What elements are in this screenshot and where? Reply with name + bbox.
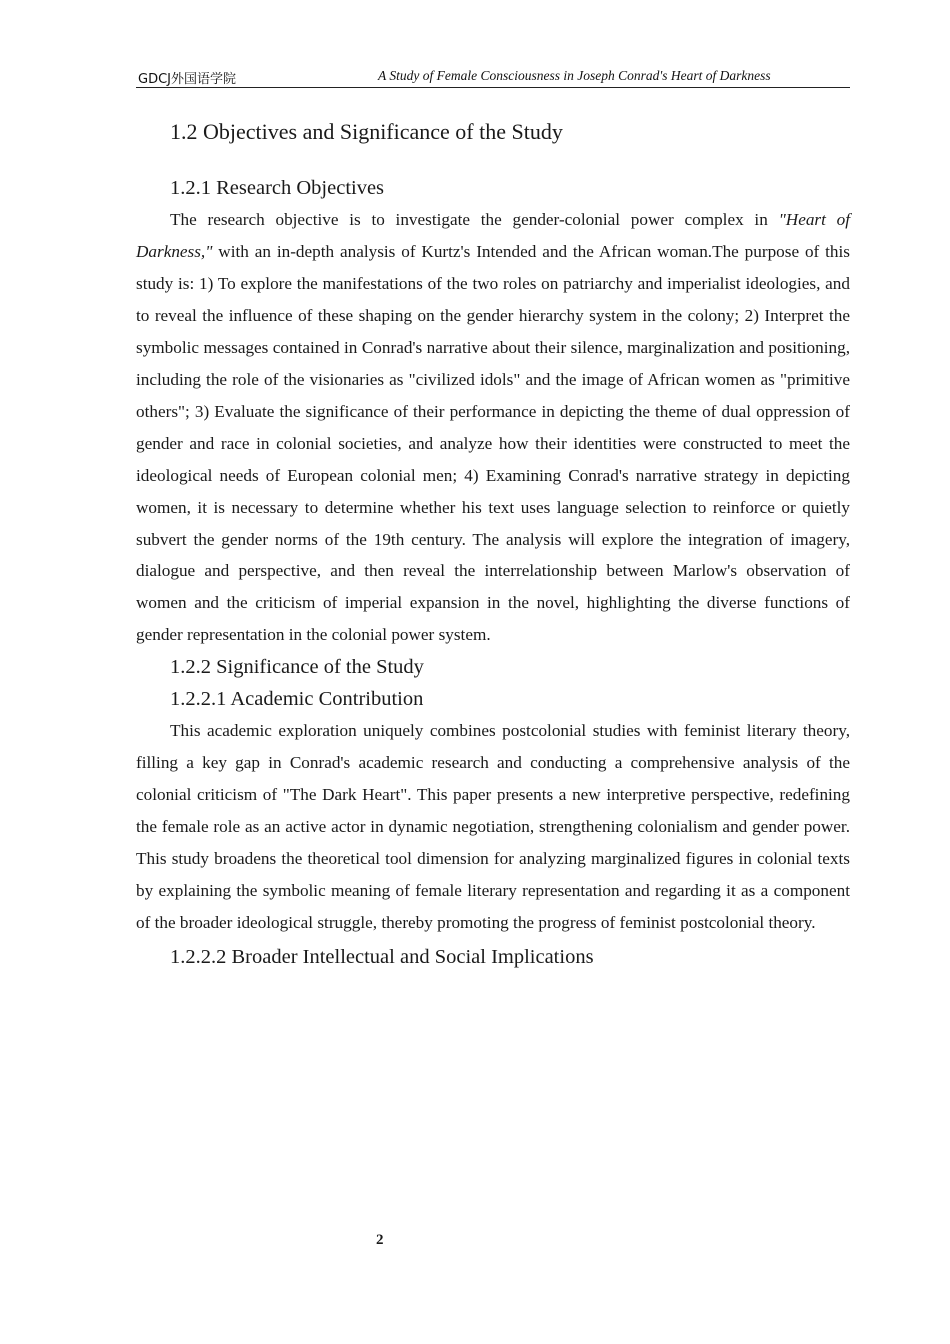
objectives-intro: The research objective is to investigate the gender-colonial power complex in — [170, 210, 779, 229]
academic-contribution-heading: 1.2.2.1 Academic Contribution — [170, 688, 424, 711]
header-institution: GDCJ外国语学院 — [138, 72, 236, 87]
academic-contribution-paragraph: This academic exploration uniquely combines postcolonial studies with feminist literary theory, filling a key gap in Conrad's academic research and conducting a comprehensive analysis of the colonial criticism of "The Dark Heart". This paper presents a new interpretive perspective, redefining the female role as an active actor in dynamic negotiation, strengthening colonialism and gender power. This study broadens the theoretical tool dimension for analyzing marginalized figures in colonial texts by explaining the symbolic meaning of female literary representation and regarding it as a component of the broader ideological struggle, thereby promoting the progress of feminist postcolonial theory. — [136, 721, 850, 933]
objectives-book-title: "Heart of Darkness," — [136, 210, 851, 261]
page-header — [136, 66, 850, 88]
page-number: 2 — [376, 1232, 384, 1248]
research-objectives-paragraph — [136, 204, 850, 651]
significance-heading: 1.2.2 Significance of the Study — [170, 656, 424, 679]
objectives-body: with an in-depth analysis of Kurtz's Intended and the African woman.The purpose of this study is: 1) To explore the manifestations of the two roles on patriarchy and imperialist ideologies, and to reveal the influence of these shaping on the gender hierarchy system in the colony; 2) Interpret the symbolic messages contained in Conrad's narrative about their silence, marginalization and positioning, including the role of the visionaries as "civilized idols" and the image of African women as "primitive others"; 3) Evaluate the significance of their performance in depicting the theme of dual oppression of gender and race in colonial societies, and analyze how their identities were constructed to meet the ideological needs of European colonial men; 4) Examining Conrad's narrative strategy in depicting women, it is necessary to determine whether his text uses language selection to reinforce or quietly subvert the gender norms of the 19th century. The analysis will explore the integration of imagery, dialogue and perspective, and then reveal the interrelationship between Marlow's observation of women and the criticism of imperial expansion in the novel, highlighting the diverse functions of gender representation in the colonial power system. — [136, 241, 850, 645]
page-content — [136, 112, 850, 973]
research-objectives-heading: 1.2.1 Research Objectives — [170, 177, 385, 199]
header-thesis-title: A Study of Female Consciousness in Joseph Conrad's Heart of Darkness — [378, 68, 771, 83]
broader-implications-heading: 1.2.2.2 Broader Intellectual and Social Implications — [170, 946, 594, 969]
section-title: 1.2 Objectives and Significance of the Study — [170, 119, 563, 144]
